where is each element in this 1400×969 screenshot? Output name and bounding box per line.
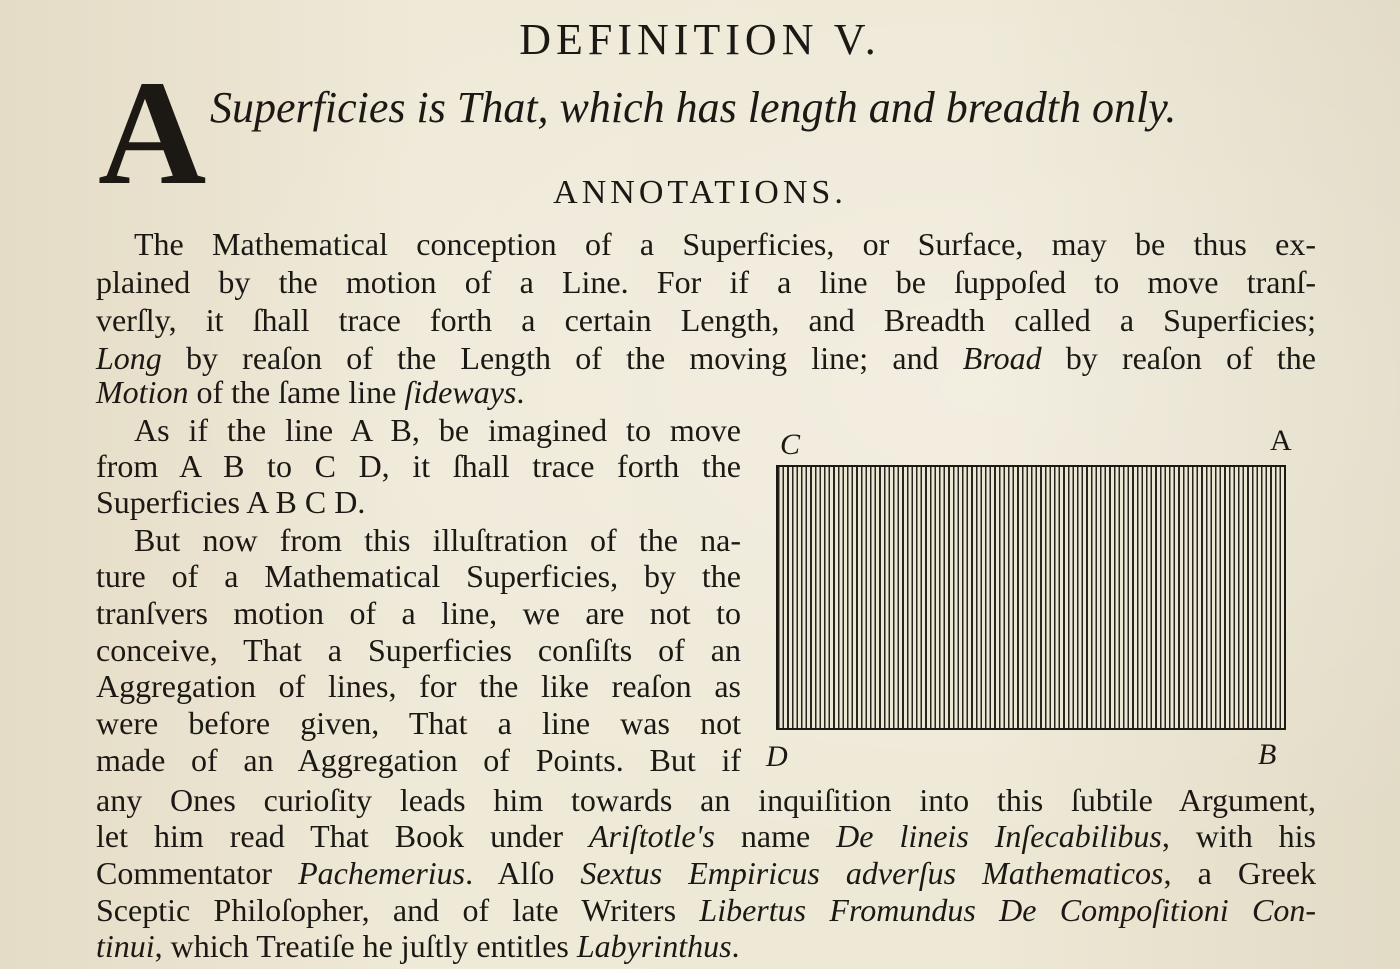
- para3-line: [96, 892, 1316, 928]
- italic-run: Sextus Empiricus adverſus Mathematicos: [580, 855, 1164, 891]
- italic-run: Long: [96, 340, 162, 376]
- para1-line: [96, 264, 1316, 300]
- para3-line: [96, 928, 740, 964]
- text-run: plained by the motion of a Line. For if a line be ſuppoſed to move tranſ-: [96, 264, 1316, 300]
- italic-run: Motion: [96, 374, 189, 410]
- para3-line: [96, 818, 1316, 854]
- italic-run: Ariſtotle's: [588, 818, 715, 854]
- italic-run: Pachemerius: [298, 855, 466, 891]
- text-run: .: [731, 928, 740, 964]
- drop-cap: A: [98, 50, 207, 216]
- text-run: .: [516, 374, 525, 410]
- text-run: , with his: [1161, 818, 1317, 854]
- text-run: Sceptic Philoſopher, and of late Writers: [96, 892, 700, 928]
- text-run: by reaſon of the: [1041, 340, 1317, 376]
- text-run: any Ones curioſity leads him towards an inquiſition into this ſubtile Argument,: [96, 782, 1316, 818]
- para3-line: [96, 855, 1316, 891]
- para3-line: Aggregation of lines, for the like reaſon as: [96, 668, 741, 704]
- italic-run: Broad: [962, 340, 1042, 376]
- text-run: of the ſame line: [188, 374, 405, 410]
- figure-label-b: B: [1258, 738, 1277, 771]
- para3-line: But now from this illuſtration of the na-: [134, 522, 741, 558]
- annotations-heading: ANNOTATIONS.: [553, 174, 847, 211]
- text-run: The Mathematical conception of a Superficies, or Surface, may be thus ex-: [134, 226, 1316, 262]
- para1-line: [96, 340, 1316, 376]
- figure-label-d: D: [766, 740, 788, 773]
- italic-run: tinui: [96, 928, 155, 964]
- italic-run: Libertus Fromundus De Compoſitioni Con-: [699, 892, 1317, 928]
- text-run: let him read That Book under: [96, 818, 589, 854]
- text-run: name: [714, 818, 837, 854]
- para2-line: from A B to C D, it ſhall trace forth the: [96, 448, 741, 484]
- text-run: Commentator: [96, 855, 299, 891]
- para3-line: tranſvers motion of a line, we are not to: [96, 595, 741, 631]
- italic-run: De lineis Inſecabilibus: [836, 818, 1162, 854]
- para2-line: As if the line A B, be imagined to move: [134, 412, 741, 448]
- figure-label-a: A: [1270, 424, 1292, 457]
- para2-line: Superficies A B C D.: [96, 484, 366, 520]
- definition-heading: DEFINITION V.: [519, 15, 881, 64]
- superficies-hatched-figure: [776, 465, 1286, 730]
- para3-line: [96, 782, 1316, 818]
- text-run: . Alſo: [465, 855, 581, 891]
- para3-line: were before given, That a line was not: [96, 705, 741, 741]
- para1-line: [96, 374, 524, 410]
- italic-run: Labyrinthus: [576, 928, 732, 964]
- para3-line: ture of a Mathematical Superficies, by the: [96, 558, 741, 594]
- italic-run: ſideways: [404, 374, 517, 410]
- para1-line: [96, 302, 1316, 338]
- text-run: , a Greek: [1163, 855, 1317, 891]
- figure-label-c: C: [780, 428, 801, 461]
- text-run: , which Treatiſe he juſtly entitles: [154, 928, 577, 964]
- para1-line: [96, 226, 1316, 262]
- text-run: by reaſon of the Length of the moving line; and: [161, 340, 963, 376]
- text-run: verſly, it ſhall trace forth a certain Length, and Breadth called a Superficies;: [96, 302, 1316, 338]
- definition-text: Superficies is That, which has length and breadth only.: [210, 83, 1177, 132]
- para3-line: conceive, That a Superficies conſiſts of an: [96, 632, 741, 668]
- para3-line: made of an Aggregation of Points. But if: [96, 742, 741, 778]
